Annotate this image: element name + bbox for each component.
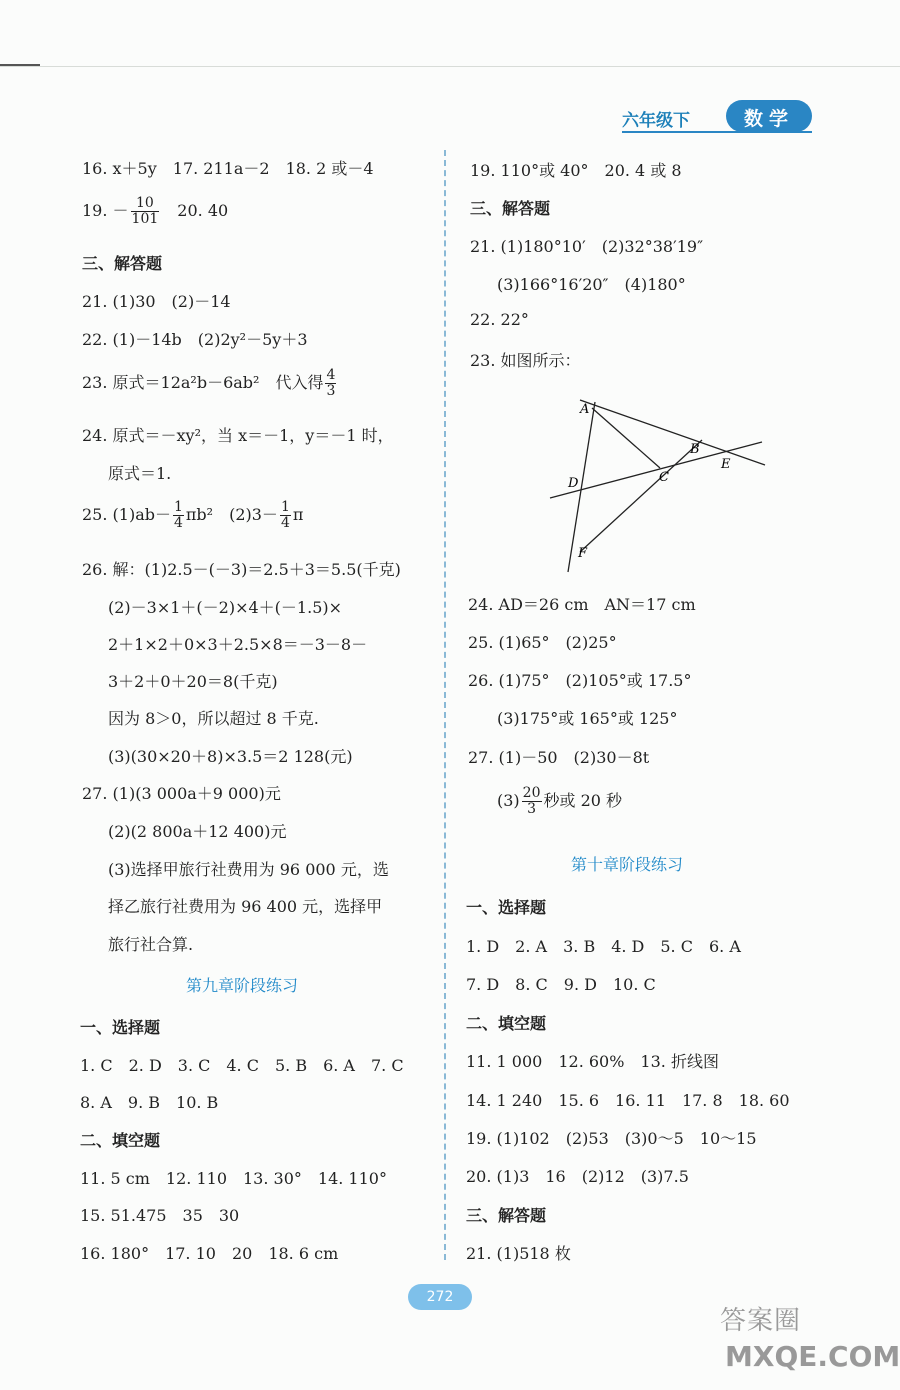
fraction-4-3 [325,368,336,399]
choice-answers-2: 7. D 8. C 9. D 10. C [466,975,656,994]
section-heading: 三、解答题 [82,254,163,273]
fill-answers-16: 16. 180° 17. 10 20 18. 6 cm [80,1244,339,1263]
answer-26a: 26. 解：(1)2.5－(－3)＝2.5＋3＝5.5(千克) [82,560,401,579]
label-A: A [580,402,590,417]
answer-23-pre: 23. 原式＝12a²b－6ab² 代入得 [82,373,324,392]
frac-num: 1 [280,499,290,515]
frac-num: 10 [131,196,160,212]
header-underline [622,131,812,133]
answer-26b: (3)175°或 165°或 125° [497,709,678,728]
answer-25-post: π [292,505,304,524]
answer-27b: (2)(2 800a＋12 400)元 [108,822,287,841]
section-heading: 三、解答题 [470,199,551,218]
fill-answers-20: 20. (1)3 16 (2)12 (3)7.5 [466,1167,689,1186]
answer-27a: 27. (1)－50 (2)30－8t [468,748,650,767]
frac-den: 101 [131,211,159,227]
subject-label: 数学 [743,108,794,130]
answer-19-pre: 19. － [82,201,129,220]
label-F: F [578,546,588,561]
line-fb [580,440,702,552]
frac-num: 20 [522,785,541,801]
page-number: 272 [408,1284,472,1310]
answer-25: 25. (1)65° (2)25° [468,633,617,652]
answer-25-mid: πb² (2)3－ [185,505,278,524]
fill-answers-14: 14. 1 240 15. 6 16. 11 17. 8 18. 60 [466,1091,790,1110]
choice-answers-2: 8. A 9. B 10. B [80,1093,219,1112]
answer-23: 23. 如图所示： [470,351,581,370]
answer-24: 24. AD＝26 cm AN＝17 cm [468,595,696,614]
answer-21a: 21. (1)180°10′ (2)32°38′19″ [470,237,704,256]
watermark-logo: 答案圈 [720,1306,802,1336]
geometry-figure [540,380,770,580]
answer-21: 21. (1)30 (2)－14 [82,292,231,311]
grade-label: 六年级下 [622,111,690,131]
answer-27c: (3)选择甲旅行社费用为 96 000 元，选 [108,860,389,879]
answer-26c: 2＋1×2＋0×3＋2.5×8＝－3－8－ [108,635,368,654]
top-rule [0,66,900,67]
fraction-1-4 [280,500,291,531]
answer-27e: 旅行社合算. [108,935,194,954]
choice-answers-1: 1. D 2. A 3. B 4. D 5. C 6. A [466,937,741,956]
answer-26d: 3＋2＋0＋20＝8(千克) [108,672,278,691]
section-heading: 二、填空题 [80,1131,161,1150]
line-ae [580,400,765,465]
fraction-1-4 [173,500,184,531]
answer-23 [82,368,338,399]
frac-num: 1 [173,499,183,515]
label-B: B [690,442,700,457]
answer-25-pre: 25. (1)ab－ [82,505,171,524]
section-heading: 一、选择题 [80,1018,161,1037]
frac-num: 4 [326,367,336,383]
watermark-url: MXQE.COM [725,1340,900,1373]
answer-21c: 21. (1)518 枚 [466,1244,571,1263]
fraction-10-101 [131,196,160,227]
answer-26f: (3)(30×20＋8)×3.5＝2 128(元) [108,747,353,766]
label-C: C [659,470,669,485]
subject-badge [726,100,812,132]
answer-22: 22. 22° [470,310,529,329]
page-header [622,100,812,136]
label-D: D [568,476,579,491]
column-divider [444,150,446,1260]
answer-27b-post: 秒或 20 秒 [543,791,623,810]
answer-21b: (3)166°16′20″ (4)180° [497,275,686,294]
answer-27b-pre: (3) [497,791,520,810]
answer-26e: 因为 8＞0，所以超过 8 千克. [108,709,319,728]
answer-24b: 原式＝1. [108,464,172,483]
answer-26b: (2)－3×1＋(－2)×4＋(－1.5)× [108,598,343,617]
frac-den: 3 [527,801,537,817]
answer-26a: 26. (1)75° (2)105°或 17.5° [468,671,692,690]
answer-27a: 27. (1)(3 000a＋9 000)元 [82,784,281,803]
fill-answers-19: 19. (1)102 (2)53 (3)0～5 10～15 [466,1129,757,1148]
line-ac [592,408,660,468]
answer-25 [82,500,303,531]
answer-19 [82,196,228,227]
answer-22: 22. (1)－14b (2)2y²－5y＋3 [82,330,308,349]
section-heading: 一、选择题 [466,898,547,917]
fill-answers-11: 11. 5 cm 12. 110 13. 30° 14. 110° [80,1169,387,1188]
fraction-20-3 [522,786,542,817]
answer-24a: 24. 原式＝－xy²，当 x＝－1，y＝－1 时， [82,426,394,445]
top-mark [0,64,40,66]
frac-den: 4 [173,515,183,531]
choice-answers-1: 1. C 2. D 3. C 4. C 5. B 6. A 7. C [80,1056,404,1075]
answer-19-post: 20. 40 [161,201,229,220]
answer-16: 16. x＋5y 17. 211a－2 18. 2 或－4 [82,159,374,178]
chapter-title: 第九章阶段练习 [186,976,299,995]
answer-27b [497,786,622,817]
answer-19: 19. 110°或 40° 20. 4 或 8 [470,161,682,180]
section-heading: 二、填空题 [466,1014,547,1033]
answer-27d: 择乙旅行社费用为 96 400 元，选择甲 [108,897,383,916]
label-E: E [721,457,731,472]
section-heading: 三、解答题 [466,1206,547,1225]
chapter-title: 第十章阶段练习 [571,855,684,874]
fill-answers-11: 11. 1 000 12. 60% 13. 折线图 [466,1052,719,1071]
fill-answers-15: 15. 51.475 35 30 [80,1206,240,1225]
frac-den: 4 [280,515,290,531]
frac-den: 3 [326,383,336,399]
